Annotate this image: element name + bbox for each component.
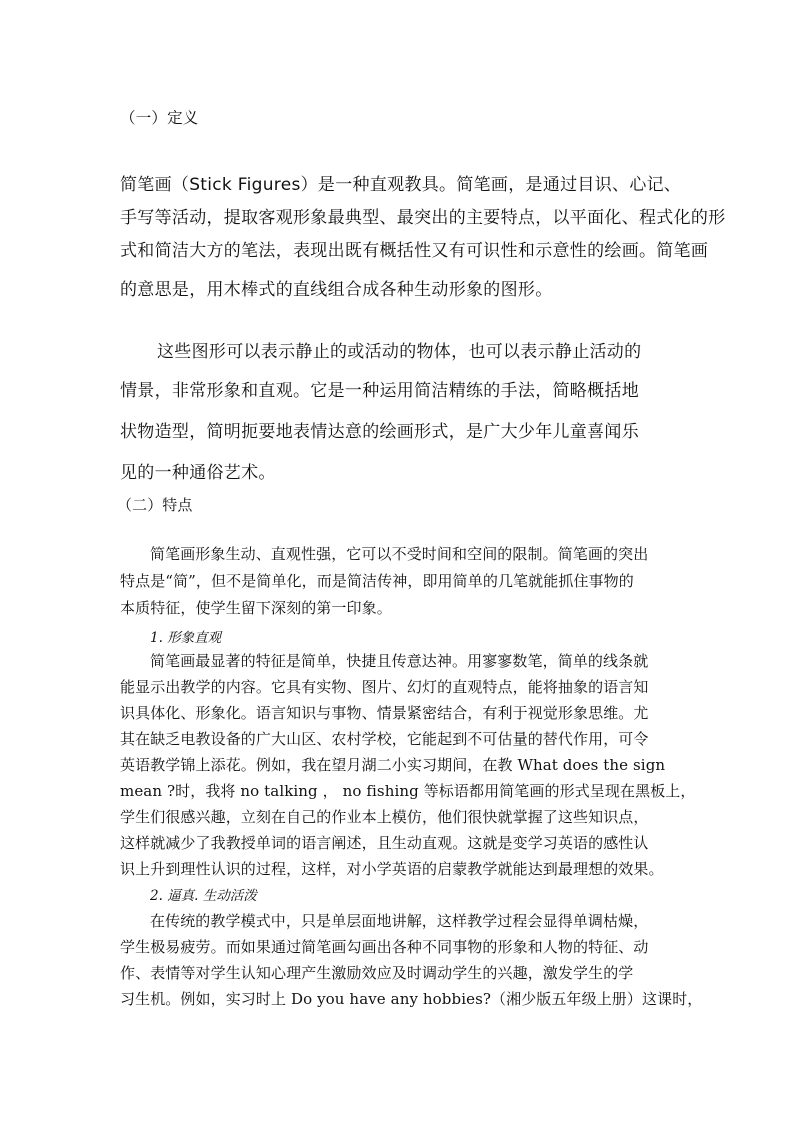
sub2-line-1: 在传统的教学模式中，只是单层面地讲解，这样教学过程会显得单调枯燥， [150, 912, 649, 930]
sub2-line-2: 学生极易疲劳。而如果通过简笔画勾画出各种不同事物的形象和人物的特征、动 [120, 938, 649, 956]
para-2-line-4: 见的一种通俗艺术。 [120, 463, 276, 483]
subsection-1-title: 1. 形象直观 [150, 630, 222, 646]
sub1-line-5: 英语教学锦上添花。例如，我在望月湖二小实习期间，在教 What does the sign [120, 756, 666, 774]
para-1-line-3: 式和简洁大方的笔法，表现出既有概括性又有可识性和示意性的绘画。简笔画 [120, 241, 709, 261]
para-2-line-1: 这些图形可以表示静止的或活动的物体，也可以表示静止活动的 [157, 342, 642, 362]
sub1-line-3: 识具体化、形象化。语言知识与事物、情景紧密结合，有利于视觉形象思维。尤 [120, 704, 649, 722]
sub1-line-8: 这样就减少了我教授单词的语言阐述，且生动直观。这就是变学习英语的感性认 [120, 834, 649, 852]
sub1-line-6: mean ?时，我将 no talking ， no fishing 等标语都用简笔画的形式呈现在黑板上， [120, 782, 696, 800]
sub2-line-3: 作、表情等对学生认知心理产生激励效应及时调动学生的兴趣，激发学生的学 [120, 964, 634, 982]
sub2-line-4: 习生机。例如，实习时上 Do you have any hobbies?（湘少版五年级上册）这课时， [120, 990, 703, 1008]
intro-line-3: 本质特征，使学生留下深刻的第一印象。 [120, 599, 392, 617]
sub1-line-2: 能显示出教学的内容。它具有实物、图片、幻灯的直观特点，能将抽象的语言知 [120, 678, 649, 696]
para-1-line-4: 的意思是，用木棒式的直线组合成各种生动形象的图形。 [120, 280, 553, 300]
sub1-line-7: 学生们很感兴趣，立刻在自己的作业本上模仿，他们很快就掌握了这些知识点， [120, 808, 649, 826]
subsection-2-title: 2. 逼真. 生动活泼 [150, 888, 257, 904]
sub1-line-9: 识上升到理性认识的过程，这样，对小学英语的启蒙教学就能达到最理想的效果。 [120, 860, 664, 878]
para-1-line-1: 简笔画（Stick Figures）是一种直观教具。简笔画，是通过目识、心记、 [120, 175, 682, 195]
intro-line-1: 简笔画形象生动、直观性强，它可以不受时间和空间的限制。简笔画的突出 [150, 545, 649, 563]
section-1-heading: （一）定义 [120, 109, 199, 127]
para-1-line-2: 手写等活动，提取客观形象最典型、最突出的主要特点，以平面化、程式化的形 [120, 208, 726, 228]
para-2-line-2: 情景，非常形象和直观。它是一种运用简洁精练的手法，简略概括地 [120, 381, 639, 401]
para-2-line-3: 状物造型，简明扼要地表情达意的绘画形式，是广大少年儿童喜闻乐 [120, 422, 639, 442]
section-2-heading: （二）特点 [117, 496, 193, 514]
intro-line-2: 特点是“简”，但不是简单化，而是简洁传神，即用简单的几笔就能抓住事物的 [120, 572, 634, 590]
sub1-line-4: 其在缺乏电教设备的广大山区、农村学校，它能起到不可估量的替代作用，可令 [120, 730, 649, 748]
sub1-line-1: 简笔画最显著的特征是简单，快捷且传意达神。用寥寥数笔，简单的线条就 [150, 652, 649, 670]
